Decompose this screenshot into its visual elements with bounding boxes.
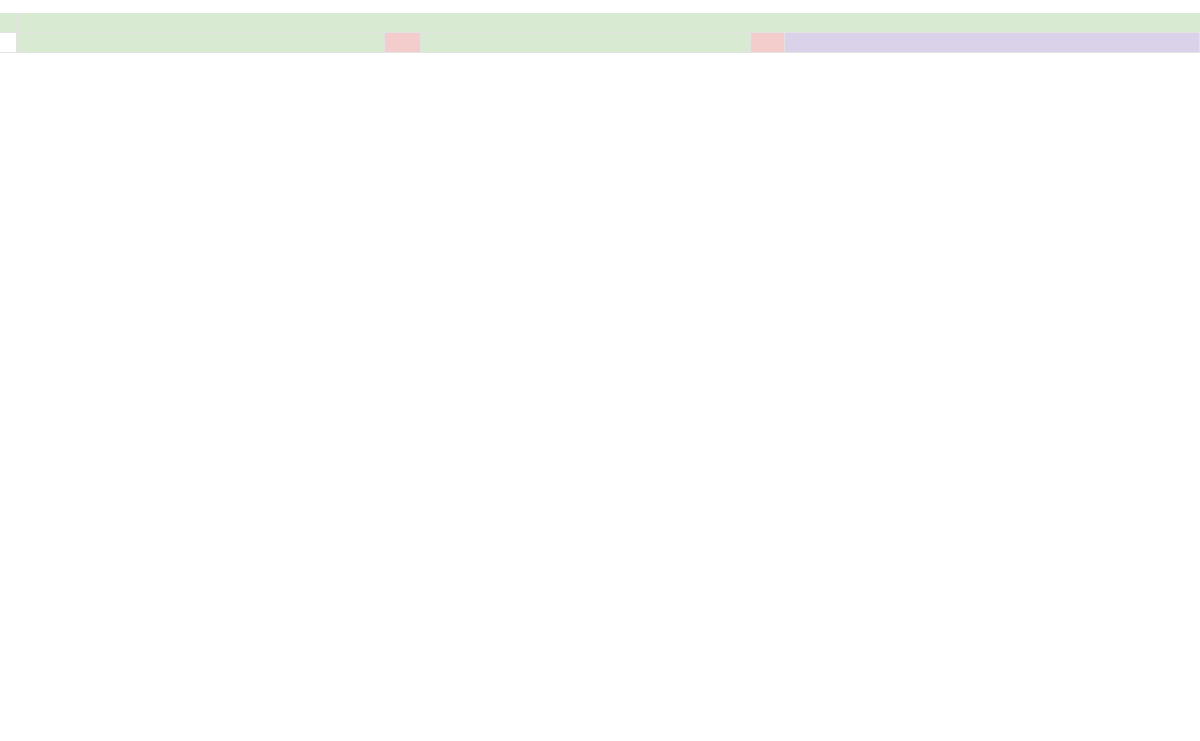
grade-5-header[interactable] — [785, 33, 1200, 53]
spacer-column — [385, 33, 421, 53]
grade-row — [0, 33, 1200, 53]
spacer-column — [751, 33, 785, 53]
title-row — [0, 13, 1200, 33]
grade-3-4-header[interactable] — [421, 33, 751, 53]
row-gutter — [0, 33, 17, 53]
sheet-title[interactable] — [17, 13, 1200, 33]
grade-1-2-header[interactable] — [17, 33, 385, 53]
row-gutter — [0, 13, 17, 33]
